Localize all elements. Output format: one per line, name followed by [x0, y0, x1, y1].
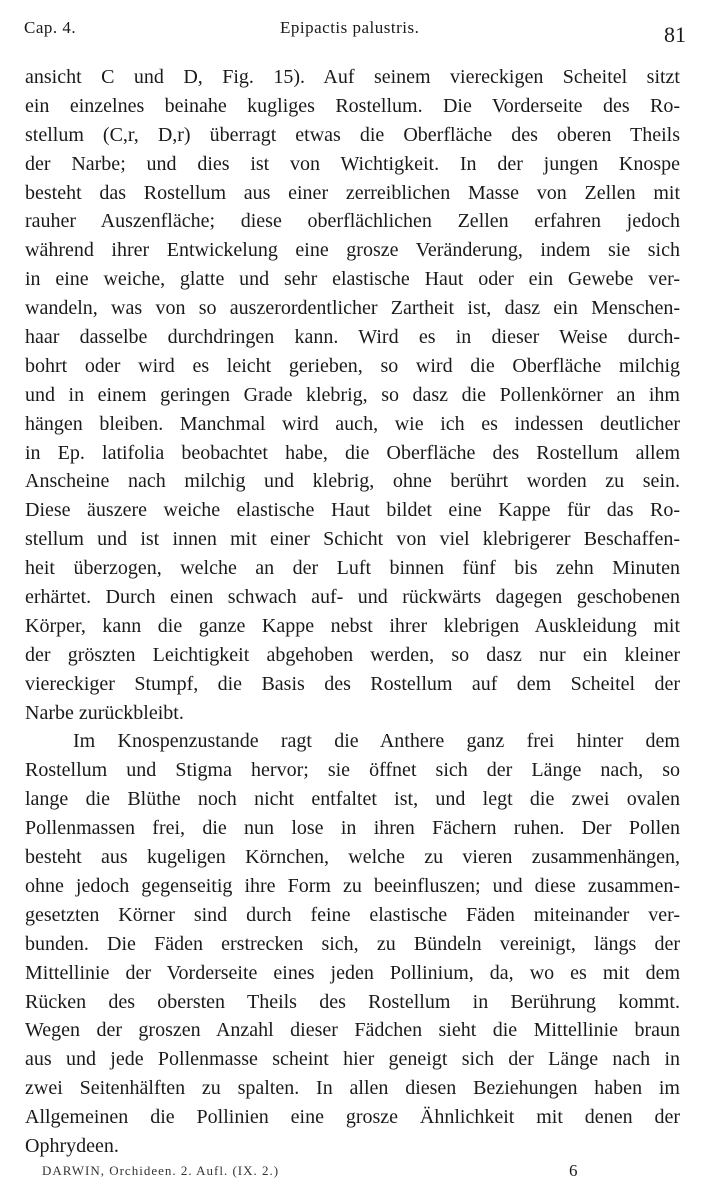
text-line: viereckiger Stumpf, die Basis des Rostellum auf dem Scheitel der	[25, 672, 680, 695]
text-line: erhärtet. Durch einen schwach auf- und rückwärts dagegen geschobenen	[25, 586, 680, 609]
text-line: Im Knospenzustande ragt die Anthere ganz frei hinter dem	[73, 730, 680, 753]
text-line: Pollenmassen frei, die nun lose in ihren Fächern ruhen. Der Pollen	[25, 817, 680, 840]
text-line: besteht das Rostellum aus einer zerreiblichen Masse von Zellen mit	[25, 181, 680, 204]
page-footer	[42, 1163, 602, 1187]
text-line: in eine weiche, glatte und sehr elastische Haut oder ein Gewebe ver-	[25, 268, 680, 291]
text-line: in Ep. latifolia beobachtet habe, die Oberfläche des Rostellum allem	[25, 441, 680, 464]
text-line: Rostellum und Stigma hervor; sie öffnet sich der Länge nach, so	[25, 759, 680, 782]
paragraph	[25, 727, 680, 1160]
text-line: der gröszten Leichtigkeit abgehoben werden, so dasz nur ein kleiner	[25, 643, 680, 666]
sheet-number: 6	[569, 1161, 578, 1180]
text-line: lange die Blüthe noch nicht entfaltet ist, und legt die zwei ovalen	[25, 788, 680, 811]
text-line: und in einem geringen Grade klebrig, so dasz die Pollenkörner an ihm	[25, 383, 680, 406]
text-line: Wegen der groszen Anzahl dieser Fädchen sieht die Mittellinie braun	[25, 1019, 680, 1042]
text-line: Allgemeinen die Pollinien eine grosze Ähnlichkeit mit denen der	[25, 1106, 680, 1129]
text-line: Narbe zurückbleibt.	[25, 701, 184, 724]
text-line: ansicht C und D, Fig. 15). Auf seinem viereckigen Scheitel sitzt	[25, 66, 680, 88]
chapter-label: Cap. 4.	[24, 18, 77, 37]
printer-signature: DARWIN, Orchideen. 2. Aufl. (IX. 2.)	[42, 1163, 280, 1178]
text-line: wandeln, was von so auszerordentlicher Zartheit ist, dasz ein Menschen-	[25, 297, 680, 320]
text-line: Körper, kann die ganze Kappe nebst ihrer klebrigen Auskleidung mit	[25, 614, 680, 637]
running-title: Epipactis palustris.	[280, 18, 420, 37]
text-line: gesetzten Körner sind durch feine elastische Fäden miteinander ver-	[25, 903, 680, 926]
text-line: ein einzelnes beinahe kugliges Rostellum. Die Vorderseite des Ro-	[25, 94, 680, 117]
text-line: Mittellinie der Vorderseite eines jeden Pollinium, da, wo es mit dem	[25, 961, 680, 984]
text-line: der Narbe; und dies ist von Wichtigkeit. In der jungen Knospe	[25, 152, 680, 175]
text-line: aus und jede Pollenmasse scheint hier geneigt sich der Länge nach in	[25, 1048, 680, 1071]
text-line: zwei Seitenhälften zu spalten. In allen diesen Beziehungen haben im	[25, 1077, 680, 1100]
body-text	[25, 63, 680, 1161]
text-line: stellum und ist innen mit einer Schicht von viel klebrigerer Beschaffen-	[25, 528, 680, 551]
text-line: haar dasselbe durchdringen kann. Wird es in dieser Weise durch-	[25, 326, 680, 349]
text-line: hängen bleiben. Manchmal wird auch, wie ich es indessen deutlicher	[25, 412, 680, 435]
text-line: während ihrer Entwickelung eine grosze Veränderung, indem sie sich	[25, 239, 680, 262]
text-line: rauher Auszenfläche; diese oberflächlichen Zellen erfahren jedoch	[25, 210, 680, 233]
text-line: heit überzogen, welche an der Luft binnen fünf bis zehn Minuten	[25, 557, 680, 580]
text-line: stellum (C,r, D,r) überragt etwas die Oberfläche des oberen Theils	[25, 123, 680, 146]
text-line: ohne jedoch gegenseitig ihre Form zu beeinfluszen; und diese zusammen-	[25, 874, 680, 897]
paragraph	[25, 63, 680, 727]
text-line: Diese äuszere weiche elastische Haut bildet eine Kappe für das Ro-	[25, 499, 680, 522]
page-header	[24, 18, 686, 46]
text-line: bunden. Die Fäden erstrecken sich, zu Bündeln vereinigt, längs der	[25, 932, 680, 955]
text-line: besteht aus kugeligen Körnchen, welche zu vieren zusammenhängen,	[25, 846, 680, 869]
page-number: 81	[664, 22, 686, 47]
text-line: Ophrydeen.	[25, 1134, 119, 1157]
text-line: bohrt oder wird es leicht gerieben, so wird die Oberfläche milchig	[25, 354, 680, 377]
text-line: Rücken des obersten Theils des Rostellum in Berührung kommt.	[25, 990, 680, 1013]
text-line: Anscheine nach milchig und klebrig, ohne berührt worden zu sein.	[25, 470, 680, 493]
